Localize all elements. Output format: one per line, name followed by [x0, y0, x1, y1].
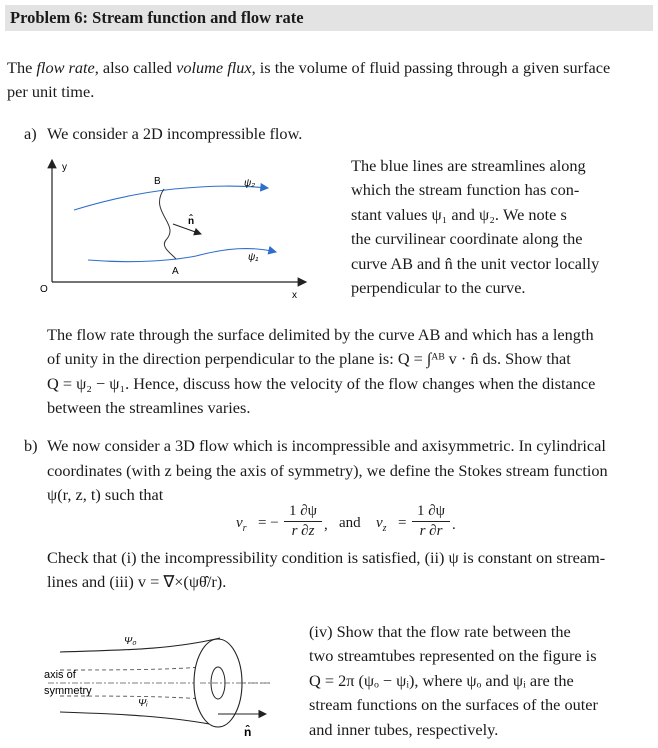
check-line: Check that (i) the incompressibility condition is satisfied, (ii) ψ is constant on stream- — [47, 548, 606, 567]
part-a-label: a) — [24, 124, 37, 143]
side-line: curve AB and n̂ the unit vector locally — [351, 254, 600, 273]
volume-flux-term: volume flux — [176, 58, 252, 77]
inner-tube-top — [60, 666, 215, 670]
intro-text-2: , also called — [94, 58, 177, 77]
side-line: two streamtubes represented on the figure is — [309, 646, 597, 665]
point-a-label: A — [172, 266, 179, 277]
intro-text-3: , is the volume of fluid passing through a given surface — [251, 58, 611, 77]
y-axis-label: y — [62, 162, 67, 173]
outer-tube-bottom — [60, 712, 220, 726]
x-axis-label: x — [292, 290, 297, 301]
axis-label-1: axis of — [44, 669, 76, 681]
equals-minus: = − — [258, 515, 279, 531]
point-b-label: B — [154, 176, 161, 187]
intro-paragraph — [7, 56, 647, 81]
fraction-1 — [284, 502, 322, 541]
part-b-line: We now consider a 3D flow which is incompressible and axisymmetric. In cylindrical — [47, 436, 606, 455]
psi2-label: ψ₂ — [244, 178, 256, 189]
vr-symbol: $v_r$ — [236, 515, 247, 534]
normal-vector — [173, 224, 201, 234]
check-line: lines and (iii) v = ∇×(ψθ̂/r). — [47, 572, 227, 591]
side-line: stream functions on the surfaces of the outer — [309, 695, 598, 714]
side-line: perpendicular to the curve. — [351, 278, 526, 297]
body-line: of unity in the direction perpendicular to the plane is: Q = ∫ᴬᴮ v · n̂ ds. Show that — [47, 349, 571, 368]
stokes-equation — [236, 502, 466, 548]
flow-rate-term: flow rate — [36, 58, 95, 77]
side-line: and inner tubes, respectively. — [309, 720, 499, 739]
part-a-intro: We consider a 2D incompressible flow. — [47, 124, 303, 143]
and-word: and — [339, 515, 361, 531]
origin-label: O — [40, 284, 48, 295]
part-b-line: ψ(r, z, t) such that — [47, 485, 164, 504]
psi-i-label: Ψᵢ — [138, 698, 148, 709]
body-line: between the streamlines varies. — [47, 398, 251, 417]
part-b-label: b) — [24, 436, 38, 455]
equals: = — [398, 515, 407, 531]
comma: , — [324, 517, 328, 533]
side-line: The blue lines are streamlines along — [351, 156, 586, 175]
fraction-2 — [412, 502, 450, 541]
streamline-psi2 — [74, 186, 268, 210]
normal-label: n̂ — [188, 216, 195, 227]
normal-label: n̂ — [244, 725, 252, 739]
intro-text-1: The — [7, 58, 37, 77]
fraction-2-num: 1 ∂ψ — [412, 502, 450, 522]
axis-label-2: symmetry — [44, 685, 92, 697]
problem-title: Problem 6: Stream function and flow rate — [10, 8, 304, 27]
side-line: (iv) Show that the flow rate between the — [309, 622, 571, 641]
outer-tube-top — [60, 638, 220, 652]
side-line: the curvilinear coordinate along the — [351, 229, 583, 248]
body-line: Q = ψ₂ − ψ₁. Hence, discuss how the velocity of the flow changes when the distance — [47, 374, 596, 393]
side-line: stant values ψ₁ and ψ₂. We note s — [351, 205, 567, 224]
fraction-1-den: r ∂z — [291, 523, 315, 539]
psi1-label: ψ₁ — [248, 252, 259, 263]
fraction-2-den: r ∂r — [419, 523, 443, 539]
side-line: which the stream function has con- — [351, 180, 580, 199]
part-b-line: coordinates (with z being the axis of symmetry), we define the Stokes stream function — [47, 461, 608, 480]
period: . — [452, 517, 456, 533]
side-line: Q = 2π (ψₒ − ψᵢ), where ψₒ and ψᵢ are the — [309, 671, 574, 690]
body-line: The flow rate through the surface delimited by the curve AB and which has a length — [47, 325, 594, 344]
vz-symbol: $v_z$ — [376, 515, 387, 534]
fraction-1-num: 1 ∂ψ — [284, 502, 322, 522]
intro-line-2: per unit time. — [7, 82, 95, 101]
streamline-figure-2d — [36, 152, 326, 302]
psi-o-label: Ψ₀ — [124, 636, 137, 647]
streamtube-figure — [40, 622, 280, 744]
